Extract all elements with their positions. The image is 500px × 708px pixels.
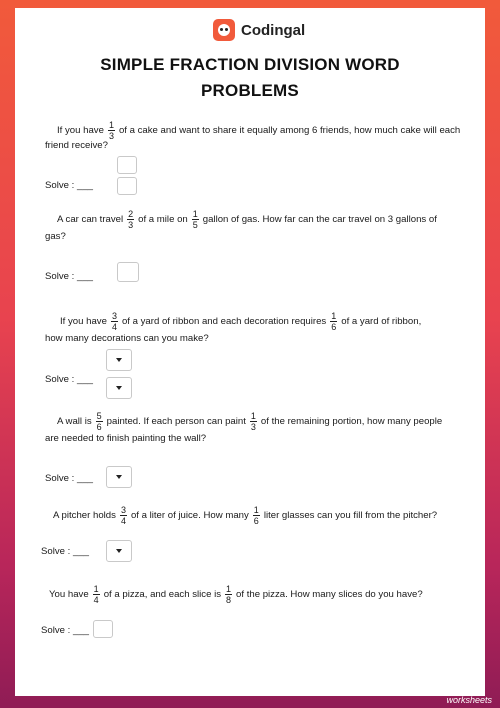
- answer-dropdown-4[interactable]: [106, 466, 132, 488]
- answer-box-1a[interactable]: [117, 156, 137, 174]
- question-2-line-1: A car can travel $\frac{2}{3}$ of a mile on $\frac{1}{5}$ gallon of gas. How far can the car travel on 3 gallons of: [57, 209, 437, 230]
- question-3-line-1: If you have $\frac{3}{4}$ of a yard of ribbon and each decoration requires $\frac{1}{6}$ of a yard of ribbon,: [60, 311, 422, 332]
- question-2-line-2: gas?: [45, 231, 66, 242]
- fraction: $\frac{1}{8}$: [226, 584, 232, 605]
- solve-label-4: Solve : ___: [45, 473, 94, 484]
- solve-label-6: Solve : ___: [41, 625, 90, 636]
- brand-header: [213, 18, 305, 42]
- chevron-down-icon: [116, 549, 122, 553]
- chevron-down-icon: [116, 475, 122, 479]
- question-6-line-1: You have $\frac{1}{4}$ of a pizza, and each slice is $\frac{1}{8}$ of the pizza. How many slices do you have?: [49, 584, 423, 605]
- fraction: $\frac{3}{4}$: [111, 311, 117, 332]
- page-title: [15, 52, 485, 104]
- fraction: $\frac{1}{4}$: [93, 584, 99, 605]
- title-line-2: PROBLEMS: [201, 81, 299, 100]
- solve-label-1: Solve : ___: [45, 180, 94, 191]
- fraction: $\frac{1}{6}$: [253, 505, 259, 526]
- answer-box-6[interactable]: [93, 620, 113, 638]
- title-line-1: SIMPLE FRACTION DIVISION WORD: [100, 55, 400, 74]
- answer-box-1b[interactable]: [117, 177, 137, 195]
- solve-label-3: Solve : ___: [45, 374, 94, 385]
- chevron-down-icon: [116, 386, 122, 390]
- solve-label-5: Solve : ___: [41, 546, 90, 557]
- fraction: $\frac{1}{3}$: [250, 411, 256, 432]
- codingal-logo-icon: [213, 19, 235, 41]
- fraction: $\frac{1}{3}$: [108, 120, 114, 141]
- question-1-line-1: If you have $\frac{1}{3}$ of a cake and want to share it equally among 6 friends, how much cake will each: [57, 120, 461, 141]
- brand-name: Codingal: [241, 21, 306, 39]
- worksheet-page: [15, 8, 485, 696]
- fraction: $\frac{1}{6}$: [331, 311, 337, 332]
- topworksheets-watermark: TOP worksheets: [446, 688, 492, 705]
- question-3-line-2: how many decorations can you make?: [45, 333, 209, 344]
- fraction: $\frac{2}{3}$: [128, 209, 134, 230]
- solve-label-2: Solve : ___: [45, 271, 94, 282]
- answer-dropdown-3a[interactable]: [106, 349, 132, 371]
- question-4-line-2: are needed to finish painting the wall?: [45, 433, 207, 444]
- fraction: $\frac{1}{5}$: [192, 209, 198, 230]
- answer-dropdown-3b[interactable]: [106, 377, 132, 399]
- answer-dropdown-5[interactable]: [106, 540, 132, 562]
- question-5-line-1: A pitcher holds $\frac{3}{4}$ of a liter of juice. How many $\frac{1}{6}$ liter glasses can you fill from the pitcher?: [53, 505, 438, 526]
- fraction: $\frac{3}{4}$: [120, 505, 126, 526]
- question-4-line-1: A wall is $\frac{5}{6}$ painted. If each person can paint $\frac{1}{3}$ of the remaining portion, how many people: [57, 411, 443, 432]
- answer-box-2[interactable]: [117, 262, 139, 282]
- fraction: $\frac{5}{6}$: [96, 411, 102, 432]
- chevron-down-icon: [116, 358, 122, 362]
- question-1-line-2: friend receive?: [45, 140, 108, 151]
